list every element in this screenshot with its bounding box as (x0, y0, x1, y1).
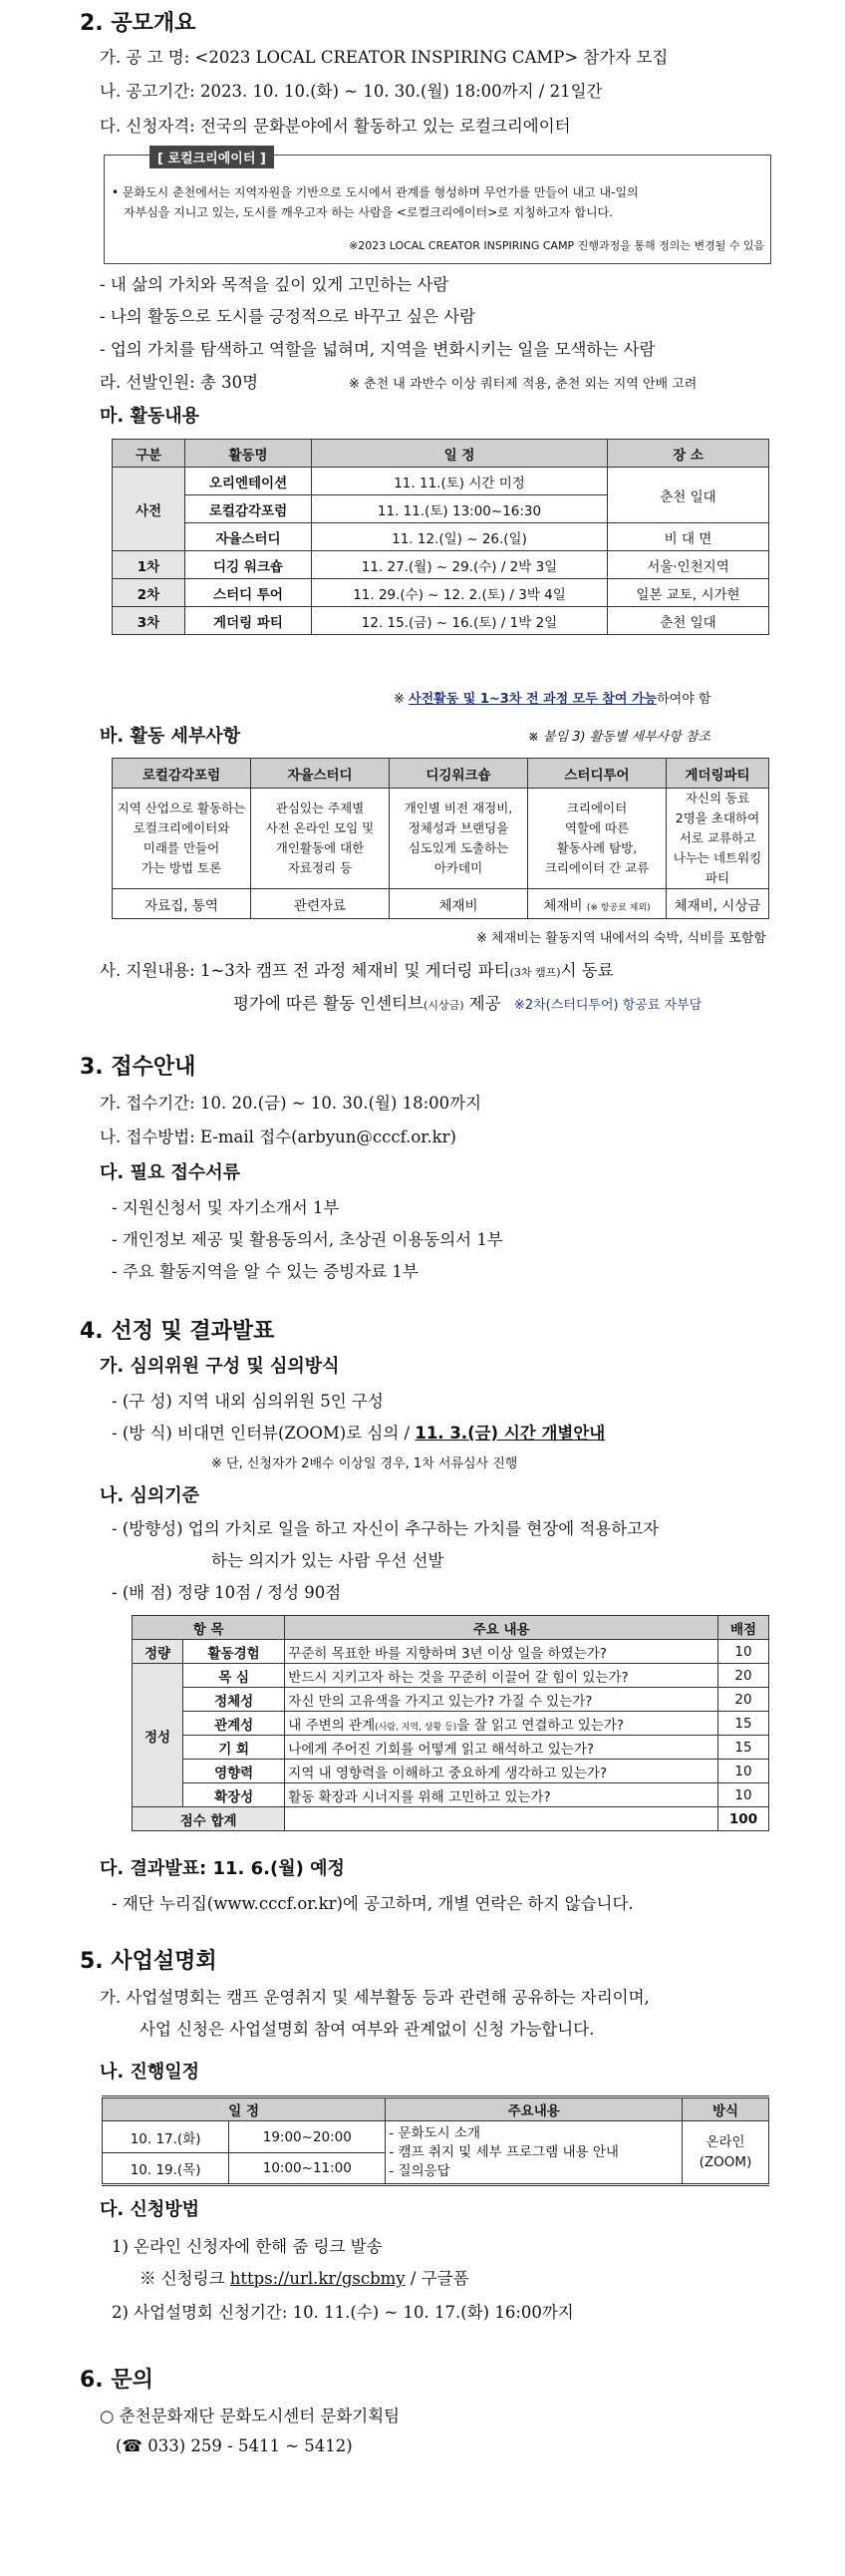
section-4-title: 4. 선정 및 결과발표 (80, 1319, 275, 1344)
activity-heading: 마. 활동내용 (100, 406, 200, 427)
briefing-desc-1: 가. 사업설명회는 캠프 운영취지 및 세부활동 등과 관련해 공유하는 자리이며, (100, 1988, 650, 2007)
desc-line: 가는 방법 토론 (141, 860, 222, 875)
col-forum: 로컬감각포럼 (113, 759, 251, 789)
section-5-title: 5. 사업설명회 (80, 1949, 217, 1974)
panel-composition: - (구 성) 지역 내외 심의위원 5인 구성 (112, 1392, 384, 1411)
selection-count: 라. 선발인원: 총 30명 (100, 373, 259, 392)
rel-small: (사람, 지역, 상황 등) (375, 1722, 457, 1733)
table-cell: 반드시 지키고자 하는 것을 꾸준히 이끌어 갈 힘이 있는가? (285, 1664, 718, 1688)
desc-line: 아카데미 (433, 860, 483, 875)
table-row: 3차 (113, 607, 185, 635)
contact-phone: (☎ 033) 259 - 5411 ~ 5412) (116, 2436, 353, 2455)
desc-forum (113, 789, 251, 889)
apply-period: 가. 접수기간: 10. 20.(금) ~ 10. 30.(월) 18:00까지 (100, 1094, 482, 1113)
selection-note: ※ 춘천 내 과반수 이상 쿼터제 적용, 춘천 외는 지역 안배 고려 (349, 377, 698, 392)
review-panel-heading: 가. 심의위원 구성 및 심의방식 (100, 1356, 340, 1377)
result-heading: 다. 결과발표: 11. 6.(월) 예정 (100, 1858, 345, 1879)
bullet-3: - 업의 가치를 탐색하고 역할을 넓혀며, 지역을 변화시키는 일을 모색하는 사람 (100, 340, 656, 359)
note-emphasis: 사전활동 및 1~3차 전 과정 모두 참여 가능 (409, 692, 658, 707)
table-cell: 나에게 주어진 기회를 어떻게 읽고 해석하고 있는가? (285, 1736, 718, 1760)
method-line: (ZOOM) (699, 2154, 752, 2170)
table-cell: 10 (718, 1783, 769, 1807)
cost-tour-note: (※ 항공료 제외) (586, 902, 651, 913)
airfare-note: ※2차(스터디투어) 항공료 자부담 (513, 998, 703, 1013)
eligibility: 다. 신청자격: 전국의 문화분야에서 활동하고 있는 로컬크리에이터 (100, 117, 571, 136)
desc-line: 심도있게 도출하는 (408, 840, 509, 855)
box-line-2: 자부심을 지니고 있는, 도시를 깨우고자 하는 사람을 <로컬크리에이터>로 지칭하고자 합니다. (124, 205, 613, 219)
criteria-heading: 나. 심의기준 (100, 1485, 200, 1506)
note-suffix: 하여야 함 (657, 692, 711, 707)
support-small: (3차 캠프) (509, 966, 561, 979)
section-2-title: 2. 공모개요 (80, 11, 196, 36)
support-text-4: 제공 (463, 994, 501, 1013)
table-cell: 15 (718, 1712, 769, 1736)
col-method: 방식 (683, 2097, 769, 2121)
desc-workshop (390, 789, 528, 889)
table-cell: 꾸준히 목표한 바를 지향하며 3년 이상 일을 하였는가? (285, 1640, 718, 1664)
desc-line: 정체성과 브랜딩을 (408, 820, 509, 835)
note-prefix: ※ (394, 692, 410, 707)
col-content: 주요내용 (386, 2097, 683, 2121)
briefing-table (102, 2095, 769, 2186)
col-workshop: 디깅워크숍 (390, 759, 528, 789)
time-1: 19:00~20:00 (229, 2121, 386, 2153)
support-text-3: 평가에 따른 활동 인센티브 (233, 994, 424, 1013)
desc-line: 로컬크리에이터와 (133, 820, 230, 835)
apply-step-1: 1) 온라인 신청자에 한해 줌 링크 발송 (112, 2237, 383, 2256)
table-cell: 20 (718, 1664, 769, 1688)
table-row: 활동경험 (183, 1640, 285, 1664)
desc-line: 2명을 초대하여 (675, 810, 760, 825)
box-tag: [ 로컬크리에이터 ] (149, 146, 274, 168)
table-row: 영향력 (183, 1760, 285, 1783)
table-cell: 활동 확장과 시너지를 위해 고민하고 있는가? (285, 1783, 718, 1807)
table-cell: 디깅 워크숍 (185, 551, 312, 579)
date-1: 10. 17.(화) (103, 2121, 229, 2153)
scoring-table (132, 1615, 769, 1831)
table-cell: 11. 11.(토) 13:00~16:30 (312, 495, 608, 523)
table-cell: 10 (718, 1640, 769, 1664)
cost-tour (528, 889, 667, 919)
total-empty (285, 1807, 718, 1831)
briefing-schedule-heading: 나. 진행일정 (100, 2062, 200, 2083)
method-line: 온라인 (705, 2134, 745, 2150)
apply-link[interactable]: https://url.kr/gscbmy (229, 2269, 406, 2288)
content-line: - 캠프 취지 및 세부 프로그램 내용 안내 (389, 2143, 619, 2160)
method-date: 11. 3.(금) 시간 개별안내 (415, 1424, 606, 1443)
table-row: 2차 (113, 579, 185, 607)
doc-item-3: - 주요 활동지역을 알 수 있는 증빙자료 1부 (112, 1262, 419, 1281)
desc-line: 개인별 비전 재정비, (404, 801, 513, 815)
desc-line: 지역 산업으로 활동하는 (117, 801, 246, 815)
table-row: 1차 (113, 551, 185, 579)
col-activity: 활동명 (185, 440, 312, 468)
desc-line: 관심있는 주제별 (275, 801, 365, 815)
link-suffix: / 구글폼 (405, 2269, 469, 2288)
col-party: 게더링파티 (667, 759, 769, 789)
col-study: 자율스터디 (251, 759, 390, 789)
desc-line: 자신의 동료 (685, 791, 750, 805)
criteria-direction-1: - (방향성) 업의 가치로 일을 하고 자신이 추구하는 가치를 현장에 적용하고자 (112, 1519, 660, 1538)
table-row: 확장성 (183, 1783, 285, 1807)
desc-line: 크리에이터 간 교류 (544, 860, 650, 875)
participation-note (394, 688, 710, 707)
desc-line: 미래를 만들어 (142, 840, 220, 855)
desc-line: 서로 교류하고 (679, 830, 756, 845)
table-row: 관계성 (183, 1712, 285, 1736)
table-cell: 11. 29.(수) ~ 12. 2.(토) / 3박 4일 (312, 579, 608, 607)
doc-item-2: - 개인정보 제공 및 활용동의서, 초상권 이용동의서 1부 (112, 1230, 503, 1249)
support-text-2: 시 동료 (560, 961, 614, 980)
rel-text-2: 을 잘 읽고 연결하고 있는가? (456, 1717, 625, 1734)
desc-line: 크리에이터 (566, 801, 628, 815)
table-cell: 12. 15.(금) ~ 16.(토) / 1박 2일 (312, 607, 608, 635)
quant-label: 정량 (133, 1640, 183, 1664)
table-cell: 게더링 파티 (185, 607, 312, 635)
table-cell: 자신 만의 고유색을 가지고 있는가? 가질 수 있는가? (285, 1688, 718, 1712)
table-cell: 20 (718, 1688, 769, 1712)
col-content: 주요 내용 (285, 1616, 718, 1640)
section-3-title: 3. 접수안내 (80, 1055, 196, 1080)
table-row: 오리엔테이션 (185, 468, 312, 495)
cost-forum: 자료집, 통역 (113, 889, 251, 919)
panel-method (112, 1420, 605, 1444)
total-points: 100 (718, 1807, 769, 1831)
table-row: 목 심 (183, 1664, 285, 1688)
link-prefix: ※ 신청링크 (140, 2269, 230, 2288)
panel-note: ※ 단, 신청자가 2배수 이상일 경우, 1차 서류심사 진행 (211, 1456, 518, 1471)
table-cell: 11. 27.(월) ~ 29.(수) / 2박 3일 (312, 551, 608, 579)
desc-line: 나누는 네트워킹 파티 (673, 850, 762, 885)
box-note: ※2023 LOCAL CREATOR INSPIRING CAMP 진행과정을 통해 정의는 변경될 수 있음 (349, 239, 765, 252)
apply-method-heading: 다. 신청방법 (100, 2199, 200, 2220)
total-label: 점수 합계 (133, 1807, 285, 1831)
table-row: 로컬감각포럼 (185, 495, 312, 523)
content-line: - 질의응답 (389, 2162, 450, 2179)
col-points: 배점 (718, 1616, 769, 1640)
desc-line: 활동사례 탐방, (556, 840, 638, 855)
apply-step-2: 2) 사업설명회 신청기간: 10. 11.(수) ~ 10. 17.(화) 16:00까지 (112, 2303, 574, 2322)
box-line-1: • 문화도시 춘천에서는 지역자원을 기반으로 도시에서 관계를 형성하며 무언가를 만들어 내고 내-일의 (112, 185, 639, 199)
desc-tour (528, 789, 667, 889)
date-2: 10. 19.(목) (103, 2153, 229, 2185)
time-2: 10:00~11:00 (229, 2153, 386, 2185)
desc-line: 역할에 따른 (564, 820, 630, 835)
rel-text: 내 주변의 관계 (288, 1717, 376, 1734)
table-cell: 비 대 면 (608, 523, 769, 551)
method-text: - (방 식) 비대면 인터뷰(ZOOM)로 심의 / (112, 1424, 416, 1443)
table-cell: 11. 12.(일) ~ 26.(일) (312, 523, 608, 551)
pre-label: 사전 (113, 468, 185, 551)
desc-line: 개인활동에 대한 (275, 840, 365, 855)
table-cell (285, 1712, 718, 1736)
doc-item-1: - 지원신청서 및 자기소개서 1부 (112, 1198, 340, 1217)
support-small-2: (시상금) (423, 999, 464, 1012)
activity-detail-ref: ※ 붙임 3) 활동별 세부사항 참조 (528, 730, 711, 745)
table-cell: 일본 교토, 시가현 (608, 579, 769, 607)
table-cell: 11. 11.(토) 시간 미정 (312, 468, 608, 495)
lodging-note: ※ 체재비는 활동지역 내에서의 숙박, 식비를 포함함 (476, 931, 766, 946)
table-row: 정체성 (183, 1688, 285, 1712)
cost-tour-main: 체재비 (543, 897, 583, 914)
desc-line: 자료정리 등 (287, 860, 353, 875)
col-date: 일 정 (103, 2097, 386, 2121)
notice-name: 가. 공 고 명: <2023 LOCAL CREATOR INSPIRING CAMP> 참가자 모집 (100, 48, 669, 67)
cost-workshop: 체재비 (390, 889, 528, 919)
table-cell: 10 (718, 1760, 769, 1783)
cost-study: 관련자료 (251, 889, 390, 919)
bullet-2: - 나의 활동으로 도시를 긍정적으로 바꾸고 싶은 사람 (100, 307, 476, 326)
activity-schedule-table (112, 439, 769, 635)
bullet-1: - 내 삶의 가치와 목적을 깊이 있게 고민하는 사람 (100, 275, 449, 294)
desc-party (667, 789, 769, 889)
criteria-direction-2: 하는 의지가 있는 사람 우선 선발 (211, 1551, 444, 1570)
support-line-1 (100, 957, 614, 981)
briefing-desc-2: 사업 신청은 사업설명회 참여 여부와 관계없이 신청 가능합니다. (140, 2020, 595, 2039)
result-notice: - 재단 누리집(www.cccf.or.kr)에 공고하며, 개별 연락은 하지 않습니다. (112, 1894, 634, 1913)
table-cell: 15 (718, 1736, 769, 1760)
table-cell: 지역 내 영향력을 이해하고 중요하게 생각하고 있는가? (285, 1760, 718, 1783)
col-type: 구분 (113, 440, 185, 468)
support-line-2 (233, 990, 702, 1014)
desc-study (251, 789, 390, 889)
activity-detail-heading: 바. 활동 세부사항 (100, 726, 241, 747)
table-row: 자율스터디 (185, 523, 312, 551)
table-cell: 스터디 투어 (185, 579, 312, 607)
briefing-content (386, 2121, 683, 2185)
section-6-title: 6. 문의 (80, 2368, 153, 2393)
criteria-score: - (배 점) 정량 10점 / 정성 90점 (112, 1583, 342, 1602)
table-cell: 서울·인천지역 (608, 551, 769, 579)
cost-party: 체재비, 시상금 (667, 889, 769, 919)
col-item: 항 목 (133, 1616, 285, 1640)
col-schedule: 일 정 (312, 440, 608, 468)
apply-docs-heading: 다. 필요 접수서류 (100, 1162, 241, 1183)
content-line: - 문화도시 소개 (389, 2124, 481, 2141)
contact-org: ○ 춘천문화재단 문화도시센터 문화기획팀 (100, 2407, 401, 2425)
table-row: 기 회 (183, 1736, 285, 1760)
apply-method: 나. 접수방법: E-mail 접수(arbyun@cccf.or.kr) (100, 1127, 456, 1146)
col-tour: 스터디투어 (528, 759, 667, 789)
table-cell: 춘천 일대 (608, 468, 769, 523)
activity-detail-table (112, 758, 769, 919)
table-cell: 춘천 일대 (608, 607, 769, 635)
support-text: 사. 지원내용: 1~3차 캠프 전 과정 체재비 및 게더링 파티 (100, 961, 510, 980)
notice-period: 나. 공고기간: 2023. 10. 10.(화) ~ 10. 30.(월) 18:00까지 / 21일간 (100, 82, 603, 101)
col-place: 장 소 (608, 440, 769, 468)
qual-label: 정성 (133, 1664, 183, 1807)
desc-line: 사전 온라인 모임 및 (265, 820, 375, 835)
briefing-method (683, 2121, 769, 2185)
apply-link-line (140, 2265, 469, 2289)
